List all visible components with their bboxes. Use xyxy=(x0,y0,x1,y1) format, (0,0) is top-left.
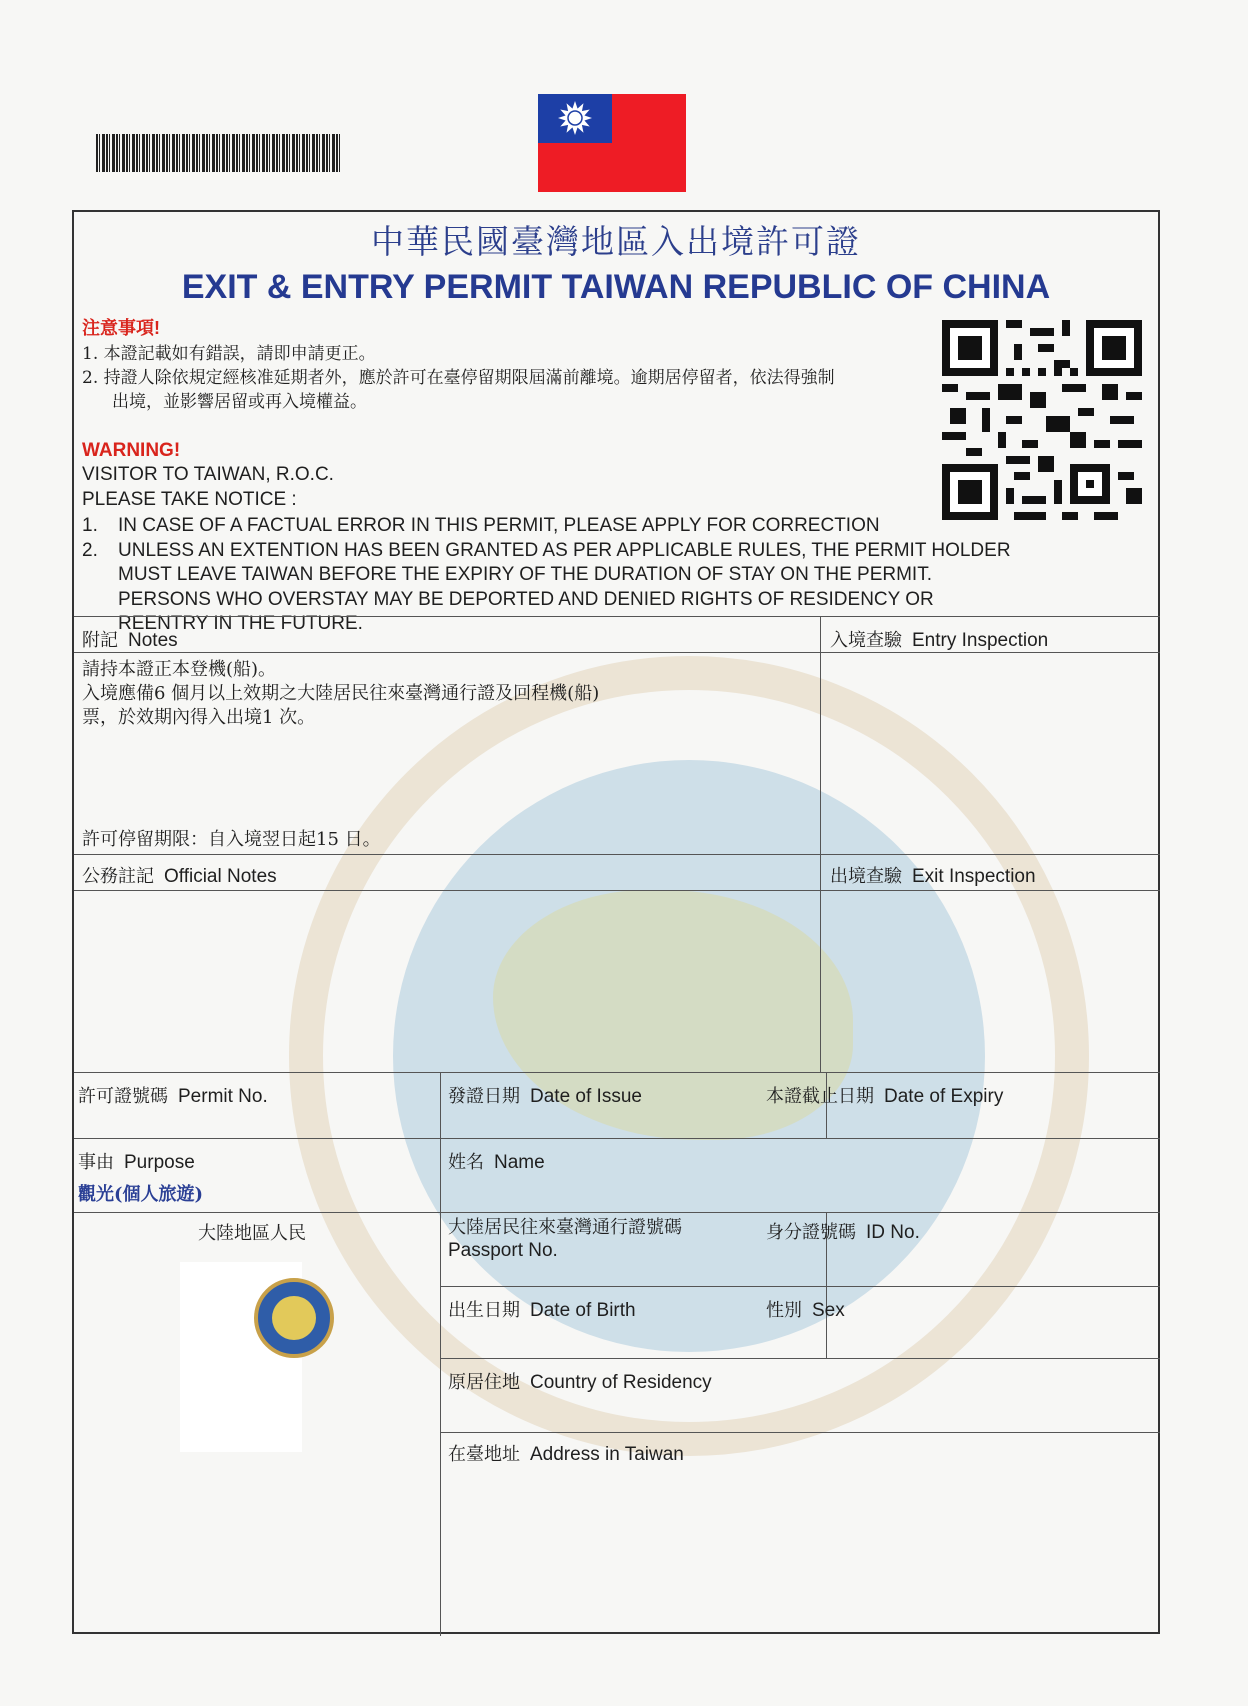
permit-card xyxy=(72,210,1160,1634)
visitor-line: VISITOR TO TAIWAN, R.O.C. xyxy=(82,464,334,485)
grid-line xyxy=(440,1432,1160,1433)
warning-en-heading: WARNING! xyxy=(82,440,181,461)
warning-cn-item: 2. 持證人除依規定經核准延期者外，應於許可在臺停留期限屆滿前離境。逾期居停留者，依法得強制出境，並影響居留或再入境權益。 xyxy=(82,368,835,412)
sex-label: 性別 Sex xyxy=(766,1300,845,1321)
purpose-value: 觀光(個人旅遊) xyxy=(78,1184,204,1205)
grid-line xyxy=(74,1138,1160,1139)
taiwan-flag xyxy=(538,94,686,192)
residency-label: 原居住地 Country of Residency xyxy=(448,1372,712,1393)
notes-label: 附記 Notes xyxy=(82,630,178,651)
grid-line xyxy=(74,616,1160,617)
title-english: EXIT & ENTRY PERMIT TAIWAN REPUBLIC OF CHINA xyxy=(181,268,1051,306)
entry-inspection-label: 入境查驗 Entry Inspection xyxy=(830,630,1049,651)
passport-label-en: Passport No. xyxy=(448,1240,558,1261)
warning-en-item: 2. UNLESS AN EXTENTION HAS BEEN GRANTED AS PER APPLICABLE RULES, THE PERMIT HOLDER MUST LEAVE TAIWAN BEFORE THE EXPIRY OF THE DURATION OF STAY ON THE PERMIT. PERSONS WHO OVERSTAY MAY BE DEPORTED AND DENIED RIGHTS OF RESIDENCY OR REENTRY IN THE FUTURE. xyxy=(82,539,1011,634)
immigration-seal-icon xyxy=(254,1278,334,1358)
warning-cn-item: 1. 本證記載如有錯誤，請即申請更正。 xyxy=(82,344,376,364)
sun-icon xyxy=(557,100,593,136)
title-chinese: 中華民國臺灣地區入出境許可證 xyxy=(371,222,861,261)
date-of-issue-label: 發證日期 Date of Issue xyxy=(448,1086,642,1107)
immigration-emblem-watermark xyxy=(289,656,1089,1456)
notice-line: PLEASE TAKE NOTICE : xyxy=(82,489,297,510)
barcode xyxy=(96,134,342,172)
notes-line-3: 票，於效期內得入出境1 次。 xyxy=(82,707,316,728)
warning-en-item: 1. IN CASE OF A FACTUAL ERROR IN THIS PERMIT, PLEASE APPLY FOR CORRECTION xyxy=(82,515,880,536)
date-of-birth-label: 出生日期 Date of Birth xyxy=(448,1300,636,1321)
address-label: 在臺地址 Address in Taiwan xyxy=(448,1444,684,1465)
notes-line-1: 請持本證正本登機(船)。 xyxy=(82,659,277,680)
name-label: 姓名 Name xyxy=(448,1152,545,1173)
warning-en-list xyxy=(82,514,1012,637)
official-notes-label: 公務註記 Official Notes xyxy=(82,866,277,887)
id-no-label: 身分證號碼 ID No. xyxy=(766,1222,920,1243)
notes-line-2: 入境應備6 個月以上效期之大陸居民往來臺灣通行證及回程機(船) xyxy=(82,683,600,704)
warning-cn-list xyxy=(82,342,842,414)
grid-line xyxy=(74,1212,440,1213)
grid-line xyxy=(74,1072,1160,1073)
exit-inspection-label: 出境查驗 Exit Inspection xyxy=(830,866,1036,887)
grid-line xyxy=(440,1286,1160,1287)
grid-line xyxy=(74,890,1160,891)
stay-period: 許可停留期限：自入境翌日起15 日。 xyxy=(82,829,381,850)
grid-line xyxy=(820,616,821,1072)
passport-label-cn: 大陸居民往來臺灣通行證號碼 xyxy=(448,1217,682,1238)
qr-code xyxy=(942,320,1142,520)
grid-line xyxy=(74,854,1160,855)
grid-line xyxy=(440,1212,1160,1213)
purpose-label: 事由 Purpose xyxy=(78,1152,195,1173)
warning-cn-heading: 注意事項! xyxy=(82,318,160,338)
grid-line xyxy=(440,1358,1160,1359)
date-of-expiry-label: 本證截止日期 Date of Expiry xyxy=(766,1086,1004,1107)
grid-line xyxy=(74,652,1160,653)
holder-category: 大陸地區人民 xyxy=(198,1223,306,1244)
grid-line xyxy=(440,1072,441,1636)
permit-no-label: 許可證號碼 Permit No. xyxy=(78,1086,268,1107)
